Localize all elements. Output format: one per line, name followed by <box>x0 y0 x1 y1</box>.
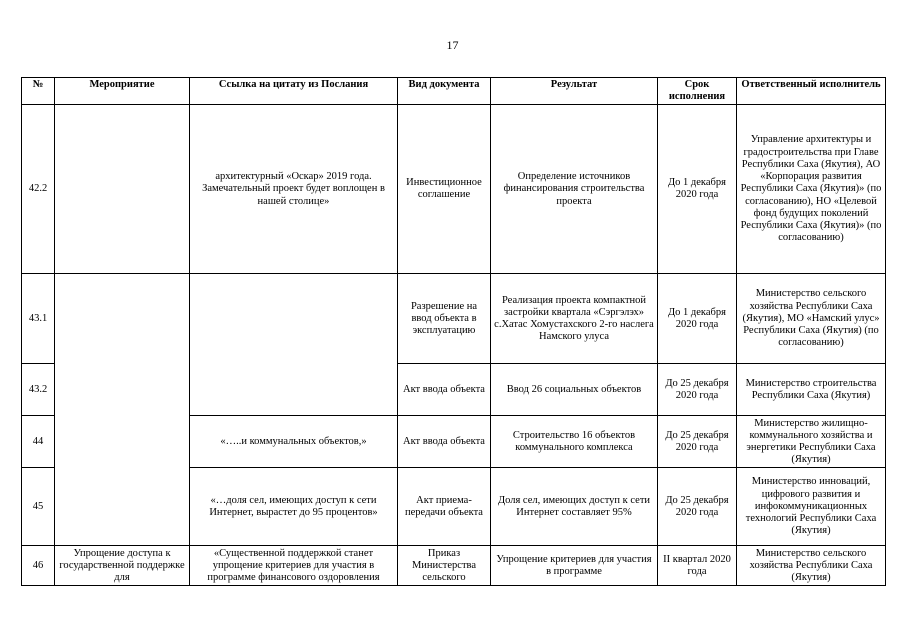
header-responsible: Ответственный исполнитель <box>737 78 886 105</box>
row-number: 43.2 <box>22 364 55 416</box>
doc-type-cell: Разрешение на ввод объекта в эксплуатацию <box>398 274 491 364</box>
table-header-row <box>22 78 886 105</box>
responsible-cell: Министерство сельского хозяйства Республики Саха (Якутия) <box>737 546 886 586</box>
result-cell: Упрощение критериев для участия в программе <box>491 546 658 586</box>
quote-cell: «…доля сел, имеющих доступ к сети Интернет, вырастет до 95 процентов» <box>190 468 398 546</box>
responsible-cell: Министерство инноваций, цифрового развития и инфокоммуникационных технологий Республики Саха (Якутия) <box>737 468 886 546</box>
header-event: Мероприятие <box>55 78 190 105</box>
doc-type-cell: Акт ввода объекта <box>398 364 491 416</box>
responsible-cell: Министерство сельского хозяйства Республики Саха (Якутия), МО «Намский улус» Республики Саха (Якутия) (по согласованию) <box>737 274 886 364</box>
table-row-46 <box>22 546 886 586</box>
header-quote: Ссылка на цитату из Послания <box>190 78 398 105</box>
quote-cell: «…..и коммунальных объектов,» <box>190 416 398 468</box>
table-row-42-2 <box>22 105 886 274</box>
responsible-cell: Министерство жилищно-коммунального хозяйства и энергетики Республики Саха (Якутия) <box>737 416 886 468</box>
event-cell: Упрощение доступа к государственной поддержке для <box>55 546 190 586</box>
doc-type-cell: Акт приема-передачи объекта <box>398 468 491 546</box>
page-number: 17 <box>446 38 459 52</box>
row-number: 43.1 <box>22 274 55 364</box>
deadline-cell: II квартал 2020 года <box>658 546 737 586</box>
header-deadline: Срок исполнения <box>658 78 737 105</box>
result-cell: Строительство 16 объектов коммунального комплекса <box>491 416 658 468</box>
result-cell: Ввод 26 социальных объектов <box>491 364 658 416</box>
doc-type-cell: Приказ Министерства сельского <box>398 546 491 586</box>
row-number: 46 <box>22 546 55 586</box>
deadline-cell: До 25 декабря 2020 года <box>658 468 737 546</box>
doc-type-cell: Инвестиционное соглашение <box>398 105 491 274</box>
event-cell-empty <box>55 105 190 274</box>
result-cell: Доля сел, имеющих доступ к сети Интернет составляет 95% <box>491 468 658 546</box>
quote-cell: архитектурный «Оскар» 2019 года. Замечательный проект будет воплощен в нашей столице» <box>190 105 398 274</box>
responsible-cell: Министерство строительства Республики Саха (Якутия) <box>737 364 886 416</box>
doc-type-cell: Акт ввода объекта <box>398 416 491 468</box>
quote-cell: «Существенной поддержкой станет упрощение критериев для участия в программе финансового оздоровления <box>190 546 398 586</box>
row-number: 44 <box>22 416 55 468</box>
row-number: 45 <box>22 468 55 546</box>
header-doc-type: Вид документа <box>398 78 491 105</box>
header-result: Результат <box>491 78 658 105</box>
plan-table <box>21 77 886 586</box>
deadline-cell: До 25 декабря 2020 года <box>658 416 737 468</box>
row-number: 42.2 <box>22 105 55 274</box>
quote-cell <box>190 274 398 416</box>
deadline-cell: До 1 декабря 2020 года <box>658 274 737 364</box>
responsible-cell: Управление архитектуры и градостроительства при Главе Республики Саха (Якутия), АО «Корпорация развития Республики Саха (Якутия)» (по согласованию), НО «Целевой фонд будущих поколений Республики Саха (Якутия)» (по согласованию) <box>737 105 886 274</box>
result-cell: Реализация проекта компактной застройки квартала «Сэргэлэх» с.Хатас Хомустахского 2-го наслега Намского улуса <box>491 274 658 364</box>
deadline-cell: До 1 декабря 2020 года <box>658 105 737 274</box>
event-cell-rural-infrastructure <box>55 274 190 546</box>
result-cell: Определение источников финансирования строительства проекта <box>491 105 658 274</box>
table-row-43-1 <box>22 274 886 364</box>
header-num: № <box>22 78 55 105</box>
deadline-cell: До 25 декабря 2020 года <box>658 364 737 416</box>
